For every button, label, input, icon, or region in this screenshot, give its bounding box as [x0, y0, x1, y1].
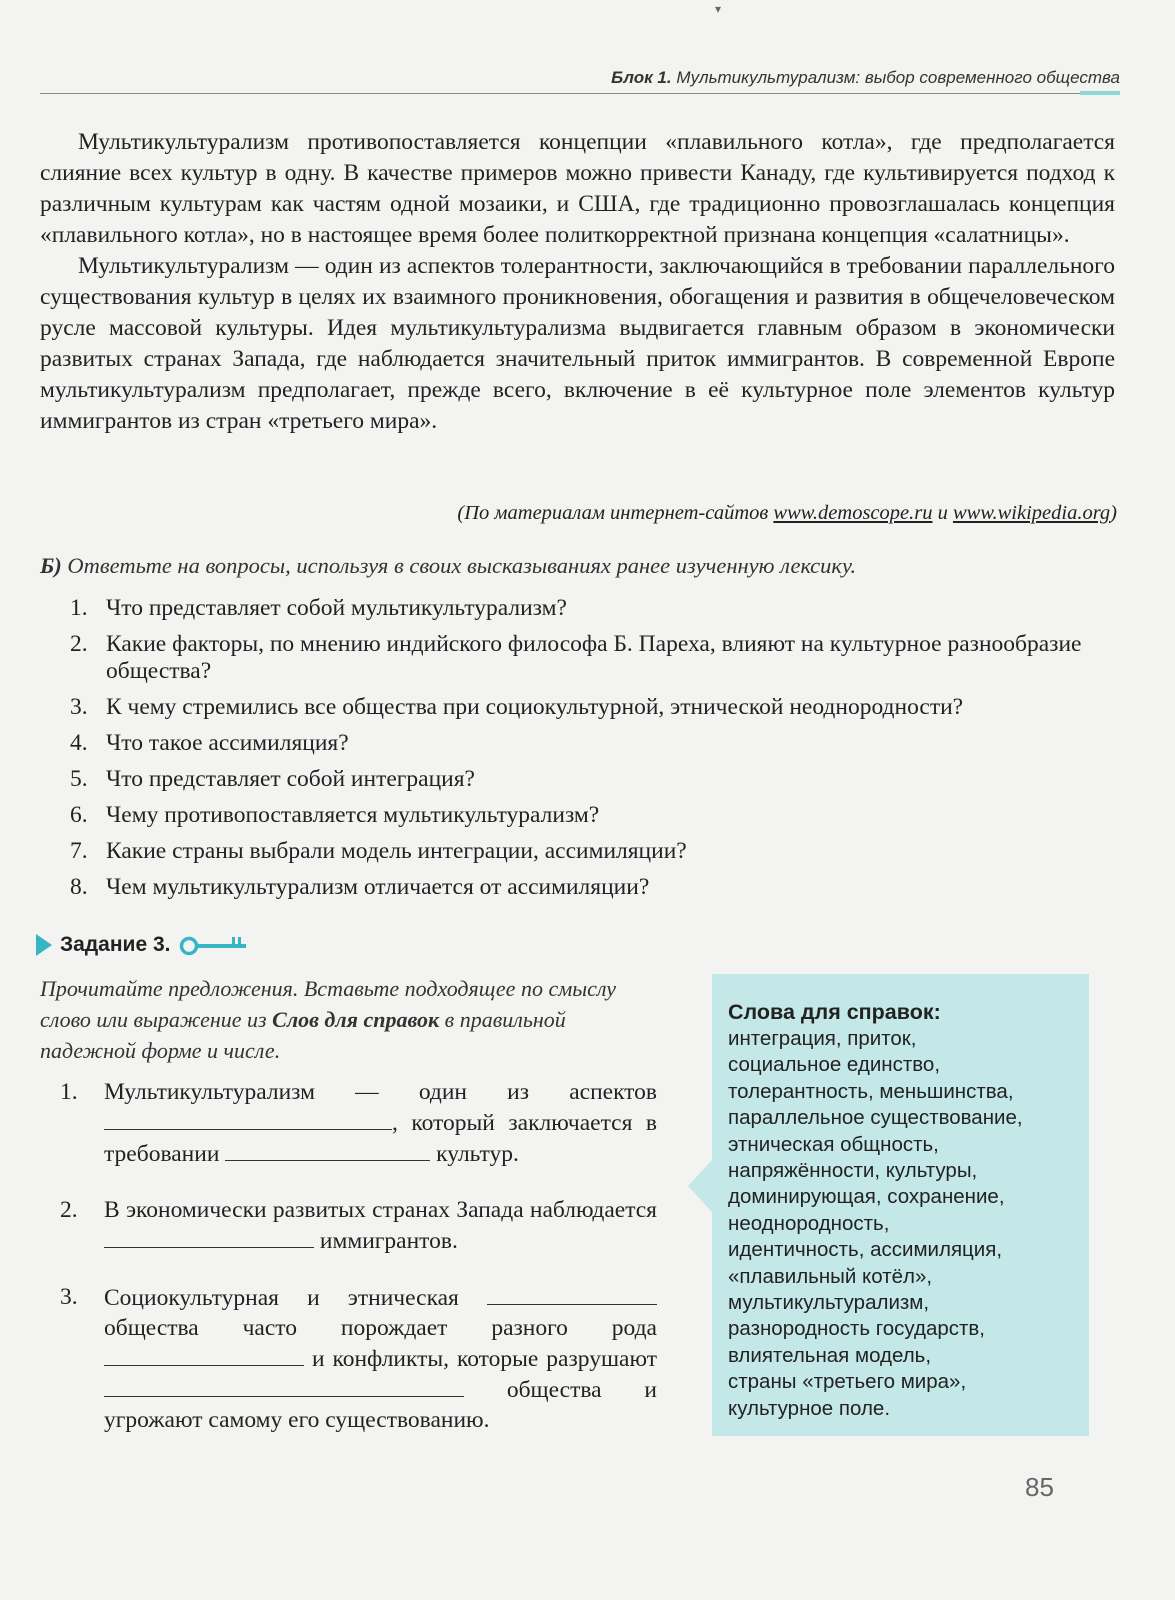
source-citation: [457, 502, 1117, 525]
top-mark: ▾: [715, 2, 722, 16]
questions-prompt: [40, 553, 856, 579]
list-item: [70, 595, 1120, 622]
source-prefix: (По материалам интернет-сайтов: [457, 502, 774, 524]
exercise-fragment: общества часто порождает разного рода: [104, 1315, 657, 1341]
key-icon: [178, 932, 254, 958]
source-conj: и: [932, 502, 953, 524]
exercise-fragment: культур.: [430, 1141, 519, 1167]
question-text: Какие факторы, по мнению индийского философа Б. Пареха, влияют на культурное разнообразие общества?: [106, 631, 1082, 684]
task-title: Задание 3.: [60, 933, 171, 956]
source-link-wikipedia[interactable]: www.wikipedia.org: [952, 502, 1111, 524]
exercise-fragment: иммигрантов.: [314, 1228, 458, 1254]
answer-blank[interactable]: [104, 1225, 314, 1248]
paragraph: Мультикультурализм — один из аспектов толерантности, заключающийся в требовании параллельного существования культур в целях их взаимного проникновения, обогащения и развития в общечеловеческом русле массовой культуры. Идея мультикультурализма выдвигается главным образом в экономически развитых странах Запада, где наблюдается значительный приток иммигрантов. В современной Европе мультикультурализм предполагает, прежде всего, включение в её культурное поле элементов культур иммигрантов из стран «третьего мира».: [40, 253, 1115, 434]
instruction-text: в правильной падежной форме и числе.: [40, 1007, 566, 1063]
question-number: 7.: [70, 838, 88, 864]
word-bank-words: интеграция, приток, социальное единство, толерантность, меньшинства, параллельное существование, этническая общность, напряжённости, культуры, доминирующая, сохранение, неоднородность, идентичность, ассимиляция, «плавильный котёл», мультикультурализм, разнородность государств, влиятельная модель, страны «третьего мира», культурное поле.: [728, 1027, 1023, 1420]
question-text: Чем мультикультурализм отличается от ассимиляции?: [106, 874, 650, 900]
instruction-bold: Слов для справок: [272, 1007, 440, 1032]
block-label: Блок 1.: [611, 68, 672, 87]
running-header: [611, 68, 1120, 88]
question-number: 3.: [70, 694, 88, 720]
question-text: Что представляет собой интеграция?: [106, 766, 475, 792]
instruction-text: Прочитайте предложения. Вставьте подходящее по смыслу слово или выражение из: [40, 976, 616, 1032]
question-number: 2.: [70, 631, 88, 657]
word-bank-title: Слова для справок:: [728, 1000, 941, 1024]
exercise-fragment: общества и угрожают самому его существованию.: [104, 1377, 657, 1433]
question-text: Что такое ассимиляция?: [106, 730, 349, 756]
word-bank-box: [712, 974, 1089, 1436]
exercise-list: [60, 1077, 657, 1435]
exercise-fragment: Социокультурная и этническая: [104, 1285, 487, 1311]
question-text: Что представляет собой мультикультурализм?: [106, 595, 567, 621]
exercise-number: 1.: [60, 1079, 78, 1105]
source-link-demoscope[interactable]: www.demoscope.ru: [773, 502, 933, 524]
question-number: 5.: [70, 766, 88, 792]
exercise-fragment: Мультикультурализм — один из аспектов: [104, 1079, 657, 1105]
exercise-fragment: В экономически развитых странах Запада наблюдается: [104, 1197, 657, 1223]
task-instruction: [40, 973, 640, 1066]
exercise-text: [104, 1195, 657, 1256]
question-text: К чему стремились все общества при социокультурной, этнической неоднородности?: [106, 694, 964, 720]
question-number: 8.: [70, 874, 88, 900]
list-item: [70, 838, 1120, 865]
exercise-fragment: и конфликты, которые разрушают: [304, 1346, 657, 1372]
body-text: [40, 127, 1115, 437]
paragraph: Мультикультурализм противопоставляется концепции «плавильного котла», где предполагается слияние всех культур в одну. В качестве примеров можно привести Канаду, где культивируется подход к различным культурам как частям одной мозаики, и США, где традиционно провозглашалась концепция «плавильного котла», но в настоящее время более политкорректной признана концепция «салатницы».: [40, 129, 1115, 248]
block-title: Мультикультурализм: выбор современного общества: [676, 68, 1120, 87]
exercise-text: [104, 1077, 657, 1169]
header-rule: [40, 93, 1120, 94]
answer-blank[interactable]: [225, 1138, 430, 1161]
page-number: 85: [1025, 1472, 1054, 1502]
question-text: Какие страны выбрали модель интеграции, ассимиляции?: [106, 838, 687, 864]
list-item: [70, 874, 1120, 901]
exercise-fragment: , который заключается в требовании: [104, 1110, 657, 1167]
answer-blank[interactable]: [487, 1282, 657, 1305]
play-arrow-icon: [36, 934, 52, 956]
header-accent-bar: [1080, 91, 1120, 95]
question-number: 4.: [70, 730, 88, 756]
list-item: [60, 1077, 657, 1169]
question-number: 1.: [70, 595, 88, 621]
answer-blank[interactable]: [104, 1343, 304, 1366]
word-bank-pointer: [688, 1160, 712, 1212]
list-item: [70, 802, 1120, 829]
list-item: [70, 694, 1120, 721]
exercise-text: [104, 1282, 657, 1435]
question-text: Чему противопоставляется мультикультурализм?: [106, 802, 600, 828]
exercise-number: 2.: [60, 1197, 78, 1223]
list-item: [70, 766, 1120, 793]
questions-label: Б): [40, 553, 62, 578]
list-item: [60, 1282, 657, 1435]
list-item: [70, 730, 1120, 757]
answer-blank[interactable]: [104, 1107, 392, 1130]
list-item: [60, 1195, 657, 1256]
questions-list: [70, 595, 1120, 910]
exercise-number: 3.: [60, 1284, 78, 1310]
questions-prompt-text: Ответьте на вопросы, используя в своих высказываниях ранее изученную лексику.: [61, 553, 857, 578]
question-number: 6.: [70, 802, 88, 828]
list-item: [70, 631, 1120, 685]
answer-blank[interactable]: [104, 1374, 464, 1397]
source-suffix: ): [1110, 502, 1117, 524]
task-heading: [36, 932, 254, 958]
